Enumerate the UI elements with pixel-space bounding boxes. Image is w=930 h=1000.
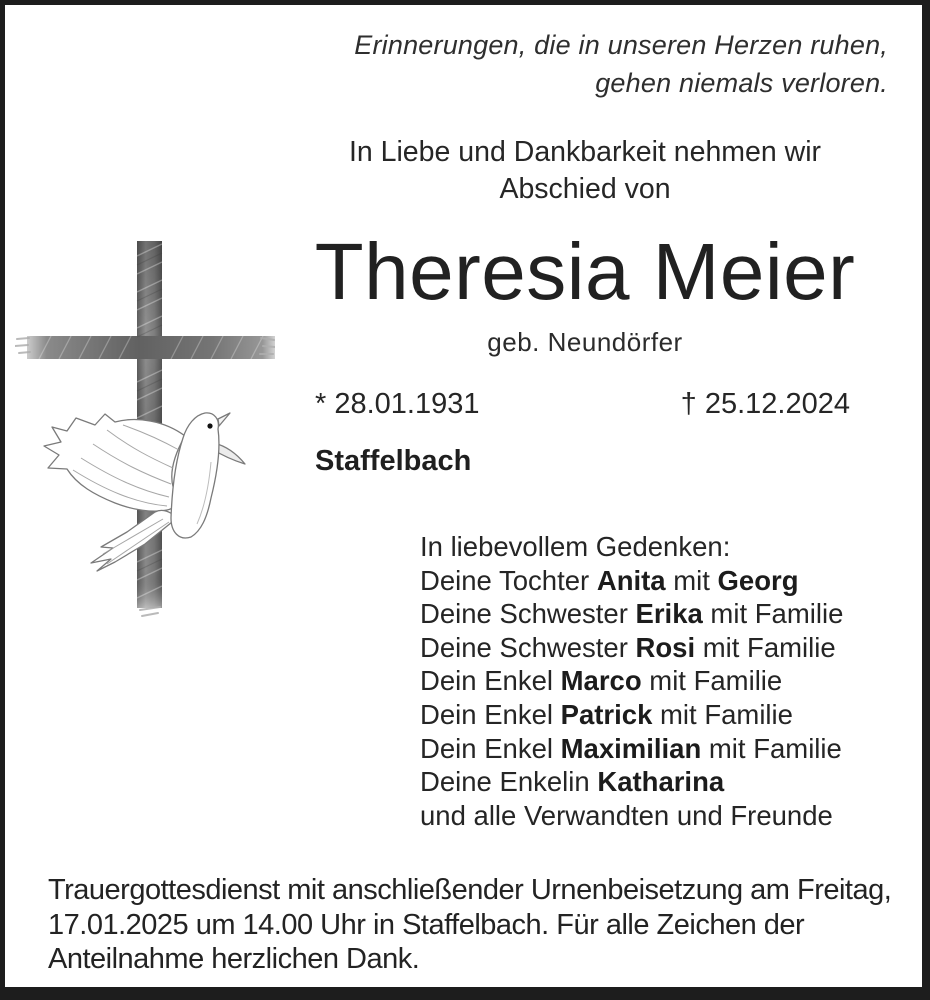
relative-name: Erika [635, 598, 703, 630]
memorial-quote [354, 26, 888, 102]
funeral-notice-line-3: Anteilnahme herzlichen Dank. [48, 943, 420, 975]
memorial-line: und alle Verwandten und Freunde [420, 799, 833, 831]
relative-name: Anita [596, 564, 666, 596]
memorial-list [420, 530, 843, 832]
birth-date: * 28.01.1931 [315, 388, 480, 420]
relative-name: Patrick [560, 698, 653, 730]
quote-line-2: gehen niemals verloren. [595, 68, 888, 98]
residence: Staffelbach [315, 445, 472, 477]
relative-name: Marco [560, 665, 642, 697]
memorial-line: Dein Enkel Marco mit Familie [420, 665, 783, 697]
relative-name: Rosi [635, 631, 696, 663]
memorial-line: Dein Enkel Maximilian mit Familie [420, 732, 842, 764]
relative-name: Georg [717, 564, 799, 596]
memorial-line: Deine Enkelin Katharina [420, 766, 725, 798]
life-dates [315, 388, 850, 421]
funeral-notice-line-2: 17.01.2025 um 14.00 Uhr in Staffelbach. Für alle Zeichen der [48, 908, 805, 941]
relative-name: Katharina [597, 766, 725, 798]
quote-line-1: Erinnerungen, die in unseren Herzen ruhen, [354, 30, 888, 60]
cross-and-dove-illustration [15, 222, 275, 622]
death-date: † 25.12.2024 [680, 388, 850, 420]
memorial-line: Dein Enkel Patrick mit Familie [420, 698, 793, 730]
funeral-notice [48, 873, 893, 977]
memorial-heading: In liebevollem Gedenken: [420, 531, 731, 562]
intro-line-1: In Liebe und Dankbarkeit nehmen wir [348, 136, 822, 168]
intro-line-2: Abschied von [499, 173, 671, 205]
memorial-line: Deine Schwester Rosi mit Familie [420, 631, 836, 663]
deceased-name: Theresia Meier [314, 227, 856, 316]
funeral-notice-line-1: Trauergottesdienst mit anschließender Urnenbeisetzung am Freitag, [48, 874, 892, 906]
memorial-line: Deine Schwester Erika mit Familie [420, 598, 844, 630]
intro-text [240, 134, 930, 208]
relative-name: Maximilian [560, 732, 702, 764]
memorial-line: Deine Tochter Anita mit Georg [420, 564, 799, 596]
maiden-name: geb. Neundörfer [487, 327, 683, 357]
